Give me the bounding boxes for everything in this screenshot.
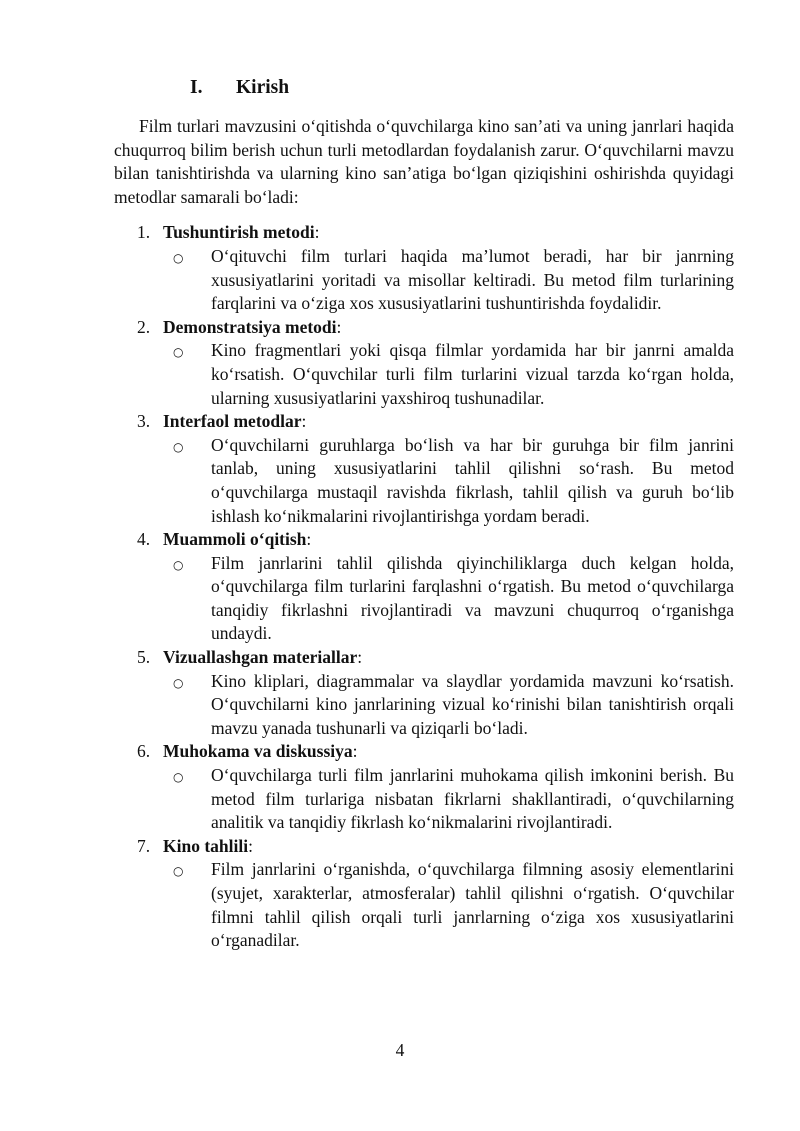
- document-page: [114, 74, 734, 953]
- method-title: [114, 221, 734, 245]
- method-description: [114, 339, 734, 410]
- list-item: [114, 740, 734, 834]
- method-title: [114, 316, 734, 340]
- method-number: 1.: [137, 222, 151, 243]
- method-name: Vizuallashgan materiallar: [163, 647, 358, 668]
- method-name: Kino tahlili: [163, 835, 249, 856]
- section-number: I.: [190, 77, 203, 98]
- circle-bullet-icon: ○: [173, 557, 184, 572]
- method-description: [114, 552, 734, 646]
- section-heading: [114, 74, 734, 102]
- page-number: 4: [395, 1040, 405, 1060]
- method-colon: :: [314, 222, 320, 243]
- method-text: Kino fragmentlari yoki qisqa filmlar yordamida har bir janrni amalda ko‘rsatish. O‘quvchilar turli film turlarini vizual tarzda ko‘rgan holda, ularning xususiyatlarini yaxshiroq tushunadilar.: [211, 340, 734, 408]
- list-item: [114, 316, 734, 410]
- method-title: [114, 835, 734, 859]
- method-name: Muhokama va diskussiya: [163, 741, 353, 762]
- method-name: Muammoli o‘qitish: [163, 529, 307, 550]
- method-colon: :: [248, 835, 253, 856]
- method-description: [114, 434, 734, 528]
- method-text: O‘quvchilarga turli film janrlarini muhokama qilish imkonini berish. Bu metod film turlariga nisbatan fikrlarni shakllantiradi, o‘quvchilarning analitik va tanqidiy fikrlash ko‘nikmalarini rivojlantiradi.: [211, 765, 734, 833]
- method-number: 3.: [137, 411, 151, 432]
- list-item: [114, 835, 734, 953]
- method-name: Interfaol metodlar: [163, 411, 302, 432]
- circle-bullet-icon: ○: [173, 675, 184, 690]
- method-number: 2.: [137, 316, 151, 337]
- method-name: Tushuntirish metodi: [163, 222, 315, 243]
- method-colon: :: [352, 741, 358, 762]
- circle-bullet-icon: ○: [173, 439, 184, 454]
- list-item: [114, 528, 734, 646]
- intro-paragraph: Film turlari mavzusini o‘qitishda o‘quvchilarga kino san’ati va uning janrlari haqida chuqurroq bilim berish uchun turli metodlardan foydalanish zarur. O‘quvchilarni mavzu bilan tanishtirishda va ularning kino san’atiga bo‘lgan qiziqishini oshirishda quyidagi metodlar samarali bo‘ladi:: [114, 116, 734, 207]
- method-text: O‘quvchilarni guruhlarga bo‘lish va har bir guruhga bir film janrini tanlab, uning xususiyatlarini tahlil qilishni so‘rash. Bu metod o‘quvchilarga mustaqil ravishda fikrlash, tahlil qilish va guruh bo‘lib ishlash ko‘nikmalarini rivojlantirishga yordam beradi.: [211, 434, 734, 526]
- section-title: Kirish: [236, 77, 290, 98]
- method-colon: :: [301, 411, 307, 432]
- method-number: 4.: [137, 529, 151, 550]
- method-description: [114, 764, 734, 835]
- method-text: Kino kliplari, diagrammalar va slaydlar yordamida mavzuni ko‘rsatish. O‘quvchilarni kino janrlarining vizual ko‘rinishi bilan tanishtirish orqali mavzu yanada tushunarli va qiziqarli bo‘ladi.: [211, 670, 734, 738]
- method-number: 7.: [137, 835, 151, 856]
- method-name: Demonstratsiya metodi: [163, 316, 337, 337]
- method-colon: :: [306, 529, 312, 550]
- list-item: [114, 221, 734, 315]
- method-description: [114, 670, 734, 741]
- methods-list: [114, 221, 734, 952]
- method-description: [114, 858, 734, 952]
- method-number: 6.: [137, 741, 151, 762]
- method-text: O‘qituvchi film turlari haqida ma’lumot beradi, har bir janrning xususiyatlarini yoritadi va misollar keltiradi. Bu metod film turlarining farqlarini va o‘ziga xos xususiyatlarini tushuntirishda foydalidir.: [211, 245, 734, 314]
- method-number: 5.: [137, 647, 151, 668]
- method-colon: :: [357, 647, 363, 668]
- list-item: [114, 410, 734, 528]
- method-description: [114, 245, 734, 316]
- circle-bullet-icon: ○: [173, 250, 184, 265]
- method-title: [114, 646, 734, 670]
- method-colon: :: [336, 316, 342, 337]
- list-item: [114, 646, 734, 740]
- method-text: Film janrlarini o‘rganishda, o‘quvchilarga filmning asosiy elementlarini (syujet, xarakterlar, atmosferalar) tahlil qilishni o‘rgatish. O‘quvchilar filmni tahlil qilish orqali turli janrlarning o‘ziga xos xususiyatlarini o‘rganadilar.: [211, 859, 734, 951]
- method-title: [114, 740, 734, 764]
- method-title: [114, 528, 734, 552]
- circle-bullet-icon: ○: [173, 864, 184, 879]
- method-title: [114, 410, 734, 434]
- method-text: Film janrlarini tahlil qilishda qiyinchiliklarga duch kelgan holda, o‘quvchilarga film turlarini farqlashni o‘rgatish. Bu metod o‘quvchilarga tanqidiy fikrlashni rivojlantiradi va mavzuni chuqurroq o‘rganishga undaydi.: [211, 552, 734, 644]
- circle-bullet-icon: ○: [173, 345, 184, 360]
- circle-bullet-icon: ○: [173, 770, 184, 785]
